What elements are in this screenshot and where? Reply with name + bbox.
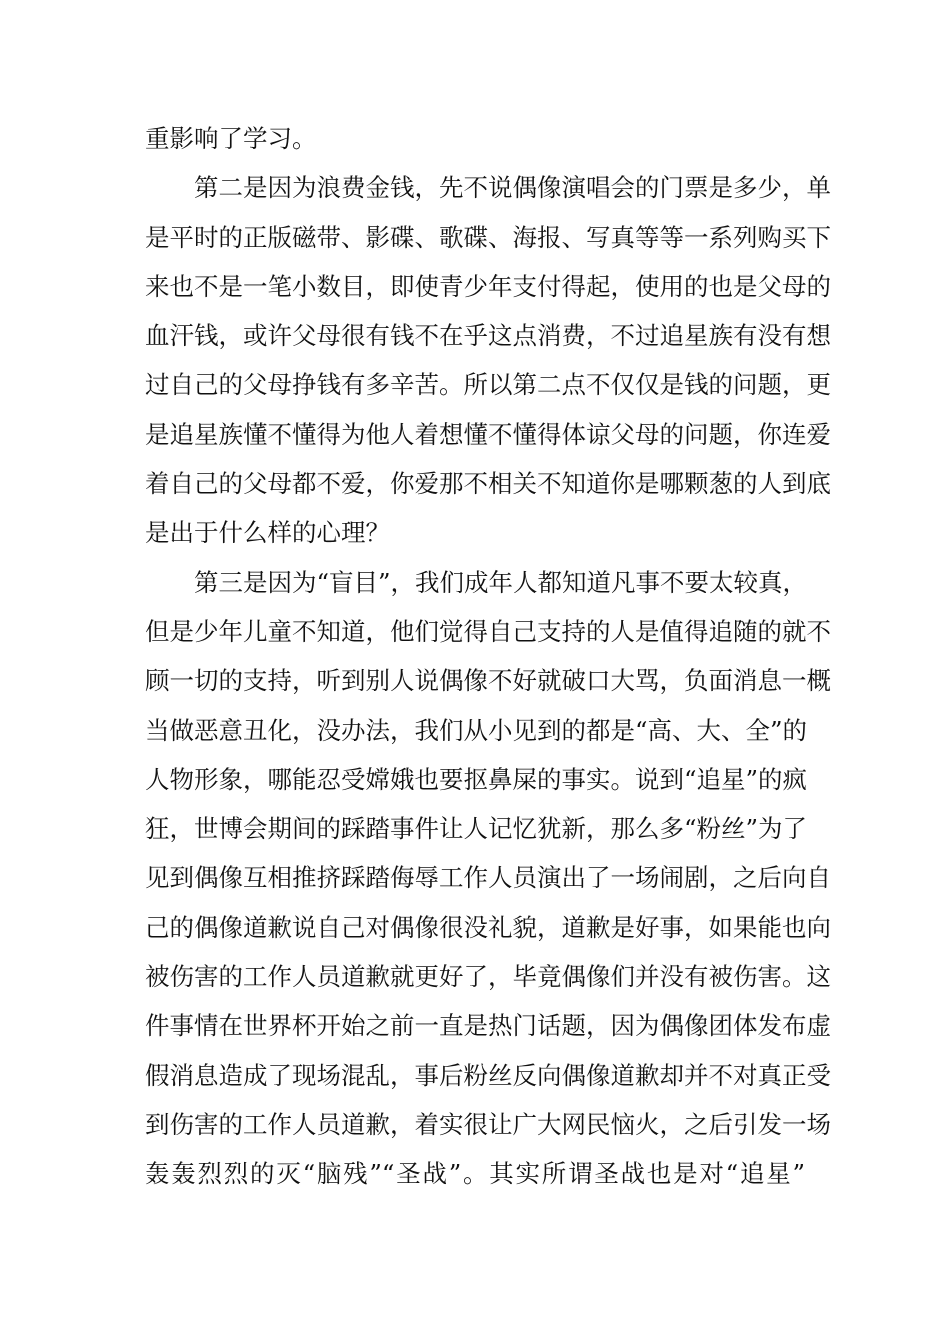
text-line: 被伤害的工作人员道歉就更好了，毕竟偶像们并没有被伤害。这: [145, 962, 831, 992]
text-line: 顾一切的支持，听到别人说偶像不好就破口大骂，负面消息一概: [145, 666, 831, 696]
text-line: 第三是因为“盲目”，我们成年人都知道凡事不要太较真，: [194, 567, 808, 597]
text-line: 是追星族懂不懂得为他人着想懂不懂得体谅父母的问题，你连爱: [145, 419, 831, 449]
text-line: 见到偶像互相推挤踩踏侮辱工作人员演出了一场闹剧，之后向自: [145, 863, 831, 893]
text-line: 当做恶意丑化，没办法，我们从小见到的都是“高、大、全”的: [145, 715, 808, 745]
text-line: 但是少年儿童不知道，他们觉得自己支持的人是值得追随的就不: [145, 616, 831, 646]
text-line: 着自己的父母都不爱，你爱那不相关不知道你是哪颗葱的人到底: [145, 469, 831, 499]
text-line: 轰轰烈烈的灭“脑残”“圣战”。其实所谓圣战也是对“追星”: [145, 1159, 805, 1189]
text-line: 第二是因为浪费金钱，先不说偶像演唱会的门票是多少，单: [194, 173, 831, 203]
text-line: 狂，世博会期间的踩踏事件让人记忆犹新，那么多“粉丝”为了: [145, 814, 808, 844]
text-line: 到伤害的工作人员道歉，着实很让广大网民恼火，之后引发一场: [145, 1109, 831, 1139]
text-line: 过自己的父母挣钱有多辛苦。所以第二点不仅仅是钱的问题，更: [145, 370, 831, 400]
text-line: 是出于什么样的心理？: [145, 518, 390, 548]
text-line: 件事情在世界杯开始之前一直是热门话题，因为偶像团体发布虚: [145, 1011, 831, 1041]
text-line: 来也不是一笔小数目，即使青少年支付得起，使用的也是父母的: [145, 271, 831, 301]
text-line: 血汗钱，或许父母很有钱不在乎这点消费，不过追星族有没有想: [145, 321, 831, 351]
text-line: 己的偶像道歉说自己对偶像很没礼貌，道歉是好事，如果能也向: [145, 912, 831, 942]
text-line: 是平时的正版磁带、影碟、歌碟、海报、写真等等一系列购买下: [145, 222, 831, 252]
text-line: 重影响了学习。: [145, 124, 317, 153]
text-line: 假消息造成了现场混乱，事后粉丝反向偶像道歉却并不对真正受: [145, 1060, 831, 1090]
text-line: 人物形象，哪能忍受嫦娥也要抠鼻屎的事实。说到“追星”的疯: [145, 764, 808, 794]
body-text: [145, 114, 831, 1199]
